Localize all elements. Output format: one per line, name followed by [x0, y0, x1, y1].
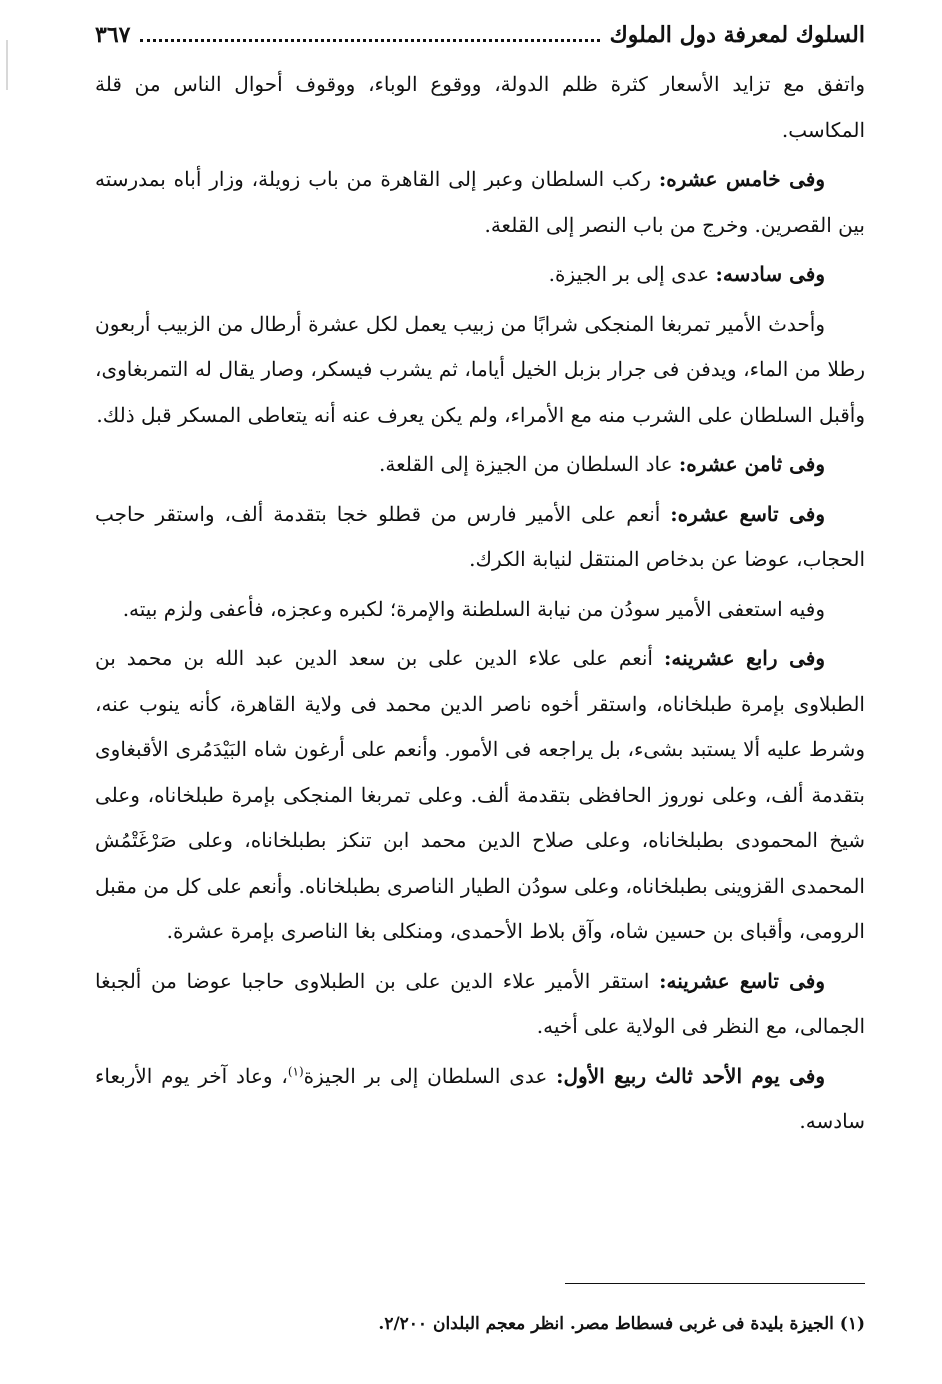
paragraph-text: واتفق مع تزايد الأسعار كثرة ظلم الدولة، ووقوع الوباء، ووقوف أحوال الناس من قلة المكاسب. — [95, 72, 865, 142]
book-page — [95, 22, 865, 1362]
paragraph-text: استقر الأمير علاء الدين على بن الطبلاوى حاجبا عوضا من ألجبغا الجمالى، مع النظر فى الولاية على أخيه. — [95, 968, 865, 1038]
paragraph — [95, 157, 865, 248]
paragraph-text: عاد السلطان من الجيزة إلى القلعة. — [379, 452, 679, 476]
entry-lead: وفى خامس عشره: — [658, 167, 826, 191]
running-head — [95, 22, 865, 62]
paragraph-text: وفيه استعفى الأمير سودُن من نيابة السلطنة والإمرة؛ لكبره وعجزه، فأعفى ولزم بيته. — [122, 596, 825, 621]
paragraph-text-continued: ، وعاد آخر يوم الأربعاء سادسه. — [95, 1063, 865, 1133]
paragraph — [95, 302, 865, 439]
paragraph — [95, 252, 865, 298]
entry-lead: وفى سادسه: — [715, 262, 825, 286]
entry-lead: وفى تاسع عشرينه: — [659, 968, 825, 993]
entry-lead: وفى يوم الأحد ثالث ربيع الأول: — [556, 1063, 826, 1088]
page-number: ٣٦٧ — [95, 22, 131, 48]
paragraph-text: أنعم على الأمير فارس من قطلو خجا بتقدمة ألف، واستقر حاجب الحجاب، عوضا عن بدخاص المنتقل لنيابة الكرك. — [95, 501, 865, 571]
paragraph — [95, 587, 865, 633]
paragraph — [95, 636, 865, 955]
paragraph-text: عدى إلى بر الجيزة. — [548, 262, 716, 286]
entry-lead: وفى تاسع عشره: — [670, 501, 825, 526]
footnote: (١) الجيزة بليدة فى غربى فسطاط مصر. انظر معجم البلدان ٢/٢٠٠. — [378, 1314, 865, 1334]
paragraph-text: عدى السلطان إلى بر الجيزة — [303, 1063, 557, 1088]
body-text — [95, 62, 865, 1145]
footnote-reference[interactable]: (١) — [287, 1063, 304, 1078]
book-title: السلوك لمعرفة دول الملوك — [609, 22, 865, 48]
paragraph-text: وأحدث الأمير تمربغا المنجكى شرابًا من زبيب يعمل لكل عشرة أرطال من الزبيب أربعون رطلا من الماء، ويدفن فى جرار بزبل الخيل أياما، ثم يشرب فيسكر، وصار يقال له التمربغاوى، وأقبل السلطان على الشرب منه مع الأمراء، ولم يكن يعرف عنه أنه يتعاطى المسكر قبل ذلك. — [95, 311, 865, 427]
footnote-separator — [565, 1283, 865, 1284]
entry-lead: وفى ثامن عشره: — [678, 452, 825, 476]
paragraph-text: أنعم على علاء الدين على بن سعد الدين عبد الله بن محمد بن الطبلاوى بإمرة طبلخاناه، واستقر أخوه ناصر الدين محمد فى ولاية القاهرة، كأنه ينوب عنه، وشرط عليه ألا يستبد بشىء، بل يراجعه فى الأمور. وأنعم على أرغون شاه البَيْدَمُرى الأقبغاوى بتقدمة ألف، وعلى نوروز الحافظى بتقدمة ألف. وعلى تمربغا المنجكى بإمرة طبلخاناه، وعلى شيخ المحمودى بطبلخاناه، وعلى صلاح الدين محمد ابن تنكز بطبلخاناه، وعلى صَرْغَتْمُش المحمدى القزوينى بطبلخاناه، وعلى سودُن الطيار الناصرى بطبلخاناه. وأنعم على كل من مقبل الرومى، وأقباى بن حسين شاه، وآق بلاط الأحمدى، ومنكلى بغا الناصرى بإمرة عشرة. — [95, 646, 865, 943]
entry-lead: وفى رابع عشرينه: — [663, 646, 826, 670]
scan-edge-mark — [6, 40, 8, 90]
paragraph — [95, 442, 865, 488]
paragraph-text: ركب السلطان وعبر إلى القاهرة من باب زويلة، وزار أباه بمدرسته بين القصرين. وخرج من باب النصر إلى القلعة. — [95, 167, 865, 237]
dot-leader — [140, 38, 599, 42]
paragraph — [95, 1054, 865, 1145]
paragraph — [95, 959, 865, 1050]
paragraph — [95, 62, 865, 153]
paragraph — [95, 492, 865, 583]
